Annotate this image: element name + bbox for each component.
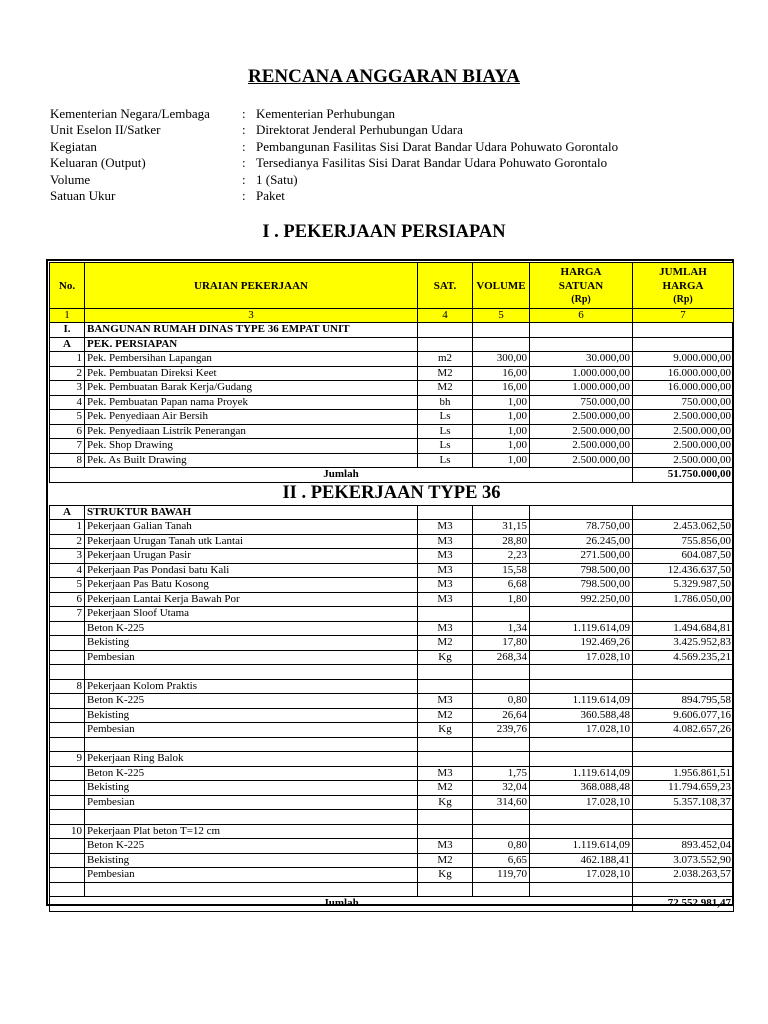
item-sat: Ls [418, 439, 473, 454]
item-volume: 16,00 [473, 381, 530, 396]
item-harga: 26.245,00 [530, 534, 633, 549]
item-sat: Kg [418, 795, 473, 810]
item-harga: 17.028,10 [530, 795, 633, 810]
item-sat: M3 [418, 766, 473, 781]
total-value: 51.750.000,00 [633, 468, 734, 483]
item-no: 3 [50, 381, 85, 396]
item-uraian: Pek. Shop Drawing [85, 439, 418, 454]
item-uraian: Pekerjaan Lantai Kerja Bawah Por [85, 592, 418, 607]
item-harga: 2.500.000,00 [530, 410, 633, 425]
item-jumlah: 604.087,50 [633, 549, 734, 564]
table-row [50, 578, 734, 593]
item-sat: Ls [418, 410, 473, 425]
item-volume: 1,00 [473, 395, 530, 410]
item-jumlah: 4.082.657,26 [633, 723, 734, 738]
item-uraian: Pekerjaan Urugan Tanah utk Lantai [85, 534, 418, 549]
item-sat [418, 882, 473, 897]
table-row [50, 868, 734, 883]
item-sat: Kg [418, 868, 473, 883]
item-jumlah: 4.569.235,21 [633, 650, 734, 665]
table-header-row [50, 263, 734, 309]
item-jumlah [633, 752, 734, 767]
item-sat: M2 [418, 781, 473, 796]
budget-table-frame [46, 259, 734, 910]
info-value: Tersedianya Fasilitas Sisi Darat Bandar Udara Pohuwato Gorontalo [256, 155, 608, 171]
item-sat [418, 607, 473, 622]
item-jumlah: 2.500.000,00 [633, 439, 734, 454]
item-harga: 1.000.000,00 [530, 381, 633, 396]
item-jumlah: 5.329.987,50 [633, 578, 734, 593]
table-row [50, 453, 734, 468]
item-sat: Kg [418, 723, 473, 738]
item-no [50, 868, 85, 883]
item-volume: 1,80 [473, 592, 530, 607]
item-jumlah [633, 679, 734, 694]
item-harga: 2.500.000,00 [530, 439, 633, 454]
subgroup-row [50, 337, 734, 352]
item-no [50, 737, 85, 752]
item-no: 6 [50, 592, 85, 607]
item-volume: 119,70 [473, 868, 530, 883]
item-harga: 750.000,00 [530, 395, 633, 410]
table-row [50, 824, 734, 839]
item-sat [418, 752, 473, 767]
item-harga [530, 737, 633, 752]
info-row [50, 155, 618, 171]
item-no [50, 636, 85, 651]
item-sat [418, 824, 473, 839]
item-uraian [85, 737, 418, 752]
item-harga [530, 810, 633, 825]
item-jumlah [633, 824, 734, 839]
item-no: 10 [50, 824, 85, 839]
item-sat: M2 [418, 708, 473, 723]
info-row [50, 106, 618, 122]
table-row [50, 520, 734, 535]
item-sat: M3 [418, 520, 473, 535]
info-label: Kementerian Negara/Lembaga [50, 106, 210, 121]
table-row [50, 853, 734, 868]
item-uraian: Pekerjaan Pas Batu Kosong [85, 578, 418, 593]
item-uraian: Bekisting [85, 636, 418, 651]
item-uraian: Pek. Penyediaan Listrik Penerangan [85, 424, 418, 439]
item-no [50, 882, 85, 897]
table-row [50, 410, 734, 425]
item-uraian: Beton K-225 [85, 621, 418, 636]
table-row [50, 563, 734, 578]
table-row [50, 708, 734, 723]
item-volume: 15,58 [473, 563, 530, 578]
table-row [50, 549, 734, 564]
item-harga: 17.028,10 [530, 868, 633, 883]
item-harga: 1.119.614,09 [530, 694, 633, 709]
item-sat [418, 810, 473, 825]
subgroup-label: STRUKTUR BAWAH [85, 505, 418, 520]
item-sat: m2 [418, 352, 473, 367]
item-harga: 2.500.000,00 [530, 424, 633, 439]
item-volume: 28,80 [473, 534, 530, 549]
item-jumlah: 3.073.552,90 [633, 853, 734, 868]
item-volume: 6,65 [473, 853, 530, 868]
budget-table [49, 262, 734, 912]
item-uraian: Pek. Pembersihan Lapangan [85, 352, 418, 367]
info-label: Kegiatan [50, 138, 97, 154]
item-jumlah: 12.436.637,50 [633, 563, 734, 578]
section-2-title: II . PEKERJAAN TYPE 36 [50, 482, 734, 505]
col-number: 6 [530, 309, 633, 323]
item-jumlah: 11.794.659,23 [633, 781, 734, 796]
item-no: 8 [50, 679, 85, 694]
group-no: I. [50, 323, 85, 338]
info-value: Kementerian Perhubungan [256, 106, 395, 121]
info-colon: : [242, 106, 246, 121]
table-row [50, 665, 734, 680]
item-uraian: Pekerjaan Pas Pondasi batu Kali [85, 563, 418, 578]
info-label: Unit Eselon II/Satker [50, 122, 161, 138]
total-label: Jumlah [50, 897, 633, 912]
item-volume: 1,34 [473, 621, 530, 636]
col-number: 3 [85, 309, 418, 323]
item-uraian: Pek. As Built Drawing [85, 453, 418, 468]
item-uraian [85, 665, 418, 680]
item-sat [418, 665, 473, 680]
item-jumlah: 2.500.000,00 [633, 410, 734, 425]
item-sat: M3 [418, 578, 473, 593]
header-sat: SAT. [418, 263, 473, 309]
item-sat: M3 [418, 839, 473, 854]
item-harga: 1.119.614,09 [530, 766, 633, 781]
item-uraian: Pembesian [85, 650, 418, 665]
info-colon: : [242, 138, 246, 154]
table-row [50, 381, 734, 396]
item-volume: 314,60 [473, 795, 530, 810]
col-number: 1 [50, 309, 85, 323]
item-volume: 32,04 [473, 781, 530, 796]
item-no: 4 [50, 563, 85, 578]
item-jumlah: 1.494.684,81 [633, 621, 734, 636]
item-no [50, 853, 85, 868]
item-jumlah [633, 665, 734, 680]
item-no: 8 [50, 453, 85, 468]
table-row [50, 752, 734, 767]
item-no: 2 [50, 366, 85, 381]
item-harga: 462.188,41 [530, 853, 633, 868]
table-row [50, 592, 734, 607]
item-harga [530, 824, 633, 839]
item-sat: bh [418, 395, 473, 410]
info-row [50, 188, 618, 204]
item-volume: 239,76 [473, 723, 530, 738]
item-uraian [85, 810, 418, 825]
item-volume: 17,80 [473, 636, 530, 651]
item-volume: 31,15 [473, 520, 530, 535]
info-value: Direktorat Jenderal Perhubungan Udara [256, 122, 463, 138]
table-row [50, 781, 734, 796]
item-uraian: Pekerjaan Sloof Utama [85, 607, 418, 622]
info-colon: : [242, 171, 246, 187]
item-no [50, 795, 85, 810]
header-jumlah-harga: JUMLAH HARGA (Rp) [633, 263, 734, 309]
item-jumlah: 16.000.000,00 [633, 381, 734, 396]
col-number: 5 [473, 309, 530, 323]
item-uraian [85, 882, 418, 897]
table-row [50, 694, 734, 709]
table-row [50, 882, 734, 897]
col-number: 4 [418, 309, 473, 323]
info-label: Satuan Ukur [50, 188, 116, 204]
item-volume [473, 752, 530, 767]
item-no: 7 [50, 607, 85, 622]
item-no: 2 [50, 534, 85, 549]
item-jumlah: 893.452,04 [633, 839, 734, 854]
table-row [50, 679, 734, 694]
item-jumlah: 3.425.952,83 [633, 636, 734, 651]
item-no: 9 [50, 752, 85, 767]
item-volume: 1,00 [473, 424, 530, 439]
item-jumlah: 750.000,00 [633, 395, 734, 410]
item-uraian: Pekerjaan Plat beton T=12 cm [85, 824, 418, 839]
item-volume: 1,00 [473, 439, 530, 454]
item-uraian: Beton K-225 [85, 694, 418, 709]
table-row [50, 607, 734, 622]
total-label: Jumlah [50, 468, 633, 483]
item-no [50, 723, 85, 738]
item-volume: 0,80 [473, 694, 530, 709]
item-no: 5 [50, 578, 85, 593]
item-no [50, 708, 85, 723]
subgroup-no: A [50, 337, 85, 352]
item-sat: M3 [418, 694, 473, 709]
item-volume [473, 882, 530, 897]
item-sat [418, 679, 473, 694]
info-colon: : [242, 188, 246, 204]
info-value: Pembangunan Fasilitas Sisi Darat Bandar Udara Pohuwato Gorontalo [256, 138, 619, 154]
info-value: 1 (Satu) [256, 171, 298, 187]
item-jumlah: 9.606.077,16 [633, 708, 734, 723]
document-title: RENCANA ANGGARAN BIAYA [247, 66, 521, 87]
item-harga: 271.500,00 [530, 549, 633, 564]
info-label: Keluaran (Output) [50, 155, 146, 171]
item-sat: M2 [418, 381, 473, 396]
item-volume: 0,80 [473, 839, 530, 854]
item-no: 7 [50, 439, 85, 454]
item-sat: M2 [418, 636, 473, 651]
item-sat: Ls [418, 453, 473, 468]
item-harga [530, 752, 633, 767]
info-block [50, 106, 618, 204]
item-harga [530, 679, 633, 694]
item-jumlah: 2.453.062,50 [633, 520, 734, 535]
item-harga: 992.250,00 [530, 592, 633, 607]
table-row [50, 839, 734, 854]
header-harga-satuan: HARGA SATUAN (Rp) [530, 263, 633, 309]
table-row [50, 795, 734, 810]
item-uraian: Pembesian [85, 795, 418, 810]
table-row [50, 650, 734, 665]
item-no: 3 [50, 549, 85, 564]
item-no: 5 [50, 410, 85, 425]
item-jumlah [633, 810, 734, 825]
table-row [50, 621, 734, 636]
item-volume [473, 810, 530, 825]
item-jumlah [633, 737, 734, 752]
item-sat: Kg [418, 650, 473, 665]
header-volume: VOLUME [473, 263, 530, 309]
item-jumlah: 1.956.861,51 [633, 766, 734, 781]
item-harga: 78.750,00 [530, 520, 633, 535]
info-row [50, 139, 618, 155]
item-no [50, 766, 85, 781]
item-harga: 1.119.614,09 [530, 621, 633, 636]
item-uraian: Pek. Penyediaan Air Bersih [85, 410, 418, 425]
item-jumlah: 755.856,00 [633, 534, 734, 549]
subgroup-no: A [50, 505, 85, 520]
item-volume [473, 679, 530, 694]
item-volume: 268,34 [473, 650, 530, 665]
item-jumlah [633, 607, 734, 622]
item-sat: M2 [418, 853, 473, 868]
item-no [50, 665, 85, 680]
info-row [50, 122, 618, 138]
item-uraian: Beton K-225 [85, 839, 418, 854]
item-volume: 1,00 [473, 410, 530, 425]
item-uraian: Pekerjaan Ring Balok [85, 752, 418, 767]
item-harga [530, 882, 633, 897]
item-uraian: Beton K-225 [85, 766, 418, 781]
item-volume: 1,00 [473, 453, 530, 468]
item-harga: 798.500,00 [530, 578, 633, 593]
info-value: Paket [256, 188, 285, 204]
item-sat: Ls [418, 424, 473, 439]
table-row [50, 366, 734, 381]
item-no: 1 [50, 520, 85, 535]
column-number-row [50, 309, 734, 323]
item-sat: M3 [418, 563, 473, 578]
item-volume: 26,64 [473, 708, 530, 723]
item-jumlah: 2.038.263,57 [633, 868, 734, 883]
item-uraian: Pek. Pembuatan Barak Kerja/Gudang [85, 381, 418, 396]
item-uraian: Pembesian [85, 723, 418, 738]
item-no: 1 [50, 352, 85, 367]
item-sat: M3 [418, 549, 473, 564]
header-no: No. [50, 263, 85, 309]
table-row [50, 636, 734, 651]
item-volume: 1,75 [473, 766, 530, 781]
item-uraian: Bekisting [85, 708, 418, 723]
item-uraian: Pembesian [85, 868, 418, 883]
total-row [50, 468, 734, 483]
item-harga: 368.088,48 [530, 781, 633, 796]
item-sat: M3 [418, 621, 473, 636]
info-row [50, 172, 618, 188]
group-row [50, 323, 734, 338]
item-volume [473, 737, 530, 752]
item-sat [418, 737, 473, 752]
item-volume: 6,68 [473, 578, 530, 593]
item-harga: 360.588,48 [530, 708, 633, 723]
item-no: 4 [50, 395, 85, 410]
item-sat: M3 [418, 534, 473, 549]
item-no [50, 781, 85, 796]
item-harga: 30.000,00 [530, 352, 633, 367]
item-jumlah: 9.000.000,00 [633, 352, 734, 367]
group-label: BANGUNAN RUMAH DINAS TYPE 36 EMPAT UNIT [85, 323, 418, 338]
item-jumlah: 5.357.108,37 [633, 795, 734, 810]
item-volume: 16,00 [473, 366, 530, 381]
item-volume [473, 665, 530, 680]
col-number: 7 [633, 309, 734, 323]
item-volume: 300,00 [473, 352, 530, 367]
table-row [50, 395, 734, 410]
table-row [50, 810, 734, 825]
item-no [50, 810, 85, 825]
item-uraian: Pek. Pembuatan Direksi Keet [85, 366, 418, 381]
item-harga [530, 607, 633, 622]
item-jumlah: 2.500.000,00 [633, 453, 734, 468]
table-row [50, 534, 734, 549]
item-volume [473, 607, 530, 622]
item-volume: 2,23 [473, 549, 530, 564]
item-uraian: Pekerjaan Galian Tanah [85, 520, 418, 535]
item-harga: 2.500.000,00 [530, 453, 633, 468]
info-label: Volume [50, 171, 91, 187]
item-harga: 1.119.614,09 [530, 839, 633, 854]
item-harga: 17.028,10 [530, 650, 633, 665]
section-2-title-row [50, 482, 734, 505]
item-uraian: Pekerjaan Kolom Praktis [85, 679, 418, 694]
item-volume [473, 824, 530, 839]
subgroup-row [50, 505, 734, 520]
item-uraian: Pek. Pembuatan Papan nama Proyek [85, 395, 418, 410]
item-harga: 192.469,26 [530, 636, 633, 651]
info-colon: : [242, 155, 246, 171]
table-row [50, 424, 734, 439]
total-value: 72.552.981,47 [633, 897, 734, 912]
item-no [50, 650, 85, 665]
item-jumlah: 1.786.050,00 [633, 592, 734, 607]
table-row [50, 737, 734, 752]
item-jumlah: 2.500.000,00 [633, 424, 734, 439]
item-no [50, 621, 85, 636]
info-colon: : [242, 122, 246, 138]
item-no [50, 694, 85, 709]
item-sat: M2 [418, 366, 473, 381]
item-uraian: Bekisting [85, 781, 418, 796]
table-row [50, 352, 734, 367]
table-row [50, 723, 734, 738]
item-harga: 1.000.000,00 [530, 366, 633, 381]
section-1-title: I . PEKERJAAN PERSIAPAN [262, 222, 506, 242]
item-uraian: Bekisting [85, 853, 418, 868]
item-no: 6 [50, 424, 85, 439]
total-row [50, 897, 734, 912]
item-harga: 17.028,10 [530, 723, 633, 738]
item-jumlah: 16.000.000,00 [633, 366, 734, 381]
item-jumlah: 894.795,58 [633, 694, 734, 709]
item-sat: M3 [418, 592, 473, 607]
item-harga: 798.500,00 [530, 563, 633, 578]
subgroup-label: PEK. PERSIAPAN [85, 337, 418, 352]
header-uraian: URAIAN PEKERJAAN [85, 263, 418, 309]
table-row [50, 766, 734, 781]
item-no [50, 839, 85, 854]
item-uraian: Pekerjaan Urugan Pasir [85, 549, 418, 564]
table-row [50, 439, 734, 454]
item-jumlah [633, 882, 734, 897]
item-harga [530, 665, 633, 680]
